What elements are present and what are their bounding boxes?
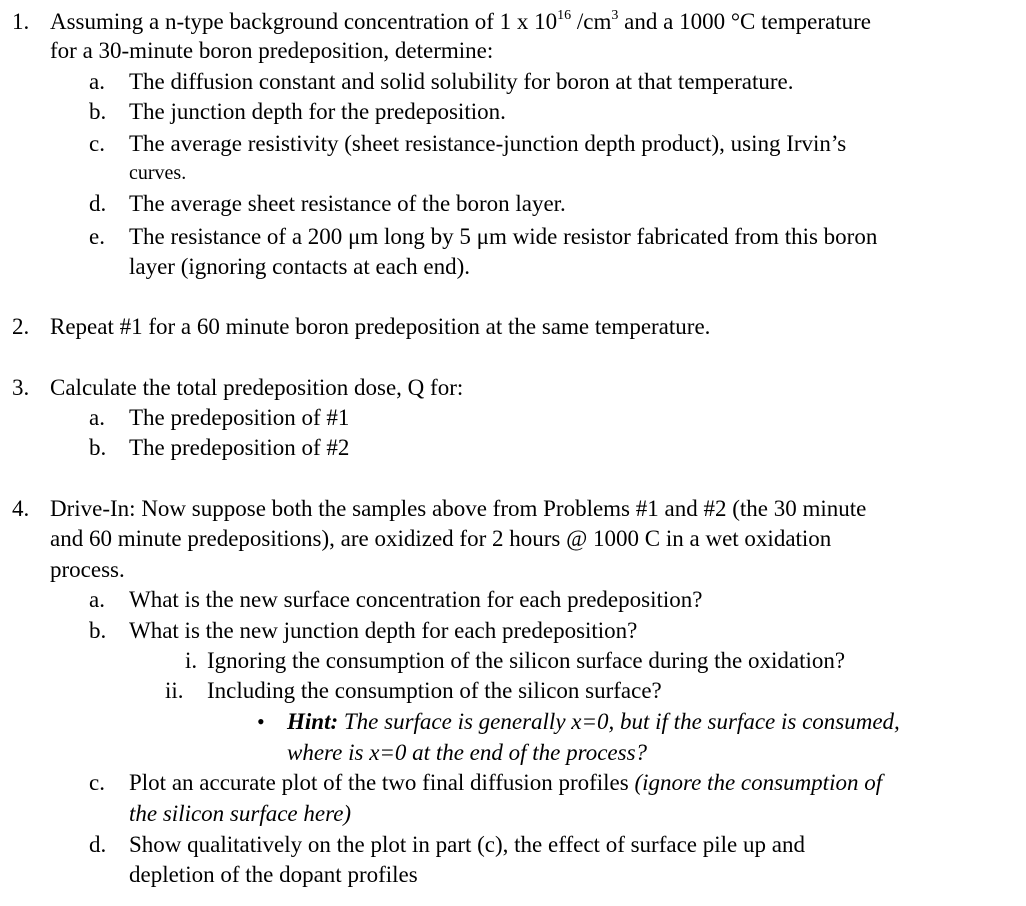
subpart-text: Including the consumption of the silicon surface?: [207, 678, 662, 703]
part-label: c.: [89, 770, 105, 795]
part-text: the silicon surface here): [129, 801, 352, 826]
part-text: The predeposition of #1: [129, 405, 350, 430]
part-text: What is the new surface concentration for each predeposition?: [129, 587, 703, 612]
part-text: curves.: [129, 162, 187, 184]
problem-text-line: process.: [50, 557, 125, 582]
part-label: a.: [89, 587, 105, 612]
problem-text-line: Drive-In: Now suppose both the samples above from Problems #1 and #2 (the 30 minute: [50, 496, 867, 521]
part-text: Plot an accurate plot of the two final diffusion profiles (ignore the consumption of: [129, 770, 883, 795]
part-text: Show qualitatively on the plot in part (c), the effect of surface pile up and: [129, 832, 805, 857]
problem-number: 4.: [12, 496, 30, 521]
bullet-icon: •: [257, 709, 265, 734]
part-label: b.: [89, 435, 107, 460]
part-text: The average sheet resistance of the boron layer.: [129, 191, 566, 216]
part-label: b.: [89, 99, 107, 124]
part-label: e.: [89, 224, 105, 249]
part-label: b.: [89, 618, 107, 643]
part-label: d.: [89, 191, 107, 216]
part-text: The diffusion constant and solid solubility for boron at that temperature.: [129, 69, 794, 94]
problem-number: 1.: [12, 9, 30, 34]
subpart-text: Ignoring the consumption of the silicon surface during the oxidation?: [207, 648, 846, 673]
part-text: What is the new junction depth for each predeposition?: [129, 618, 638, 643]
part-text: The resistance of a 200 μm long by 5 μm wide resistor fabricated from this boron: [129, 224, 878, 249]
part-label: c.: [89, 131, 105, 156]
problem-number: 2.: [12, 314, 30, 339]
subpart-label: i.: [185, 648, 198, 673]
part-label: a.: [89, 69, 105, 94]
problem-text-line: Repeat #1 for a 60 minute boron predeposition at the same temperature.: [50, 314, 711, 339]
problem-text-line: Assuming a n-type background concentration of 1 x $10^{16}$ $/cm^3$ and a 1000 °C temperature: [50, 8, 871, 34]
problem-number: 3.: [12, 375, 30, 400]
hint-text: where is x=0 at the end of the process?: [287, 740, 648, 765]
part-text: layer (ignoring contacts at each end).: [129, 254, 471, 279]
part-text: The junction depth for the predeposition.: [129, 99, 506, 124]
part-text: The average resistivity (sheet resistance-junction depth product), using Irvin’s: [129, 131, 847, 156]
hint-text: Hint: The surface is generally x=0, but if the surface is consumed,: [287, 709, 900, 734]
part-text: depletion of the dopant profiles: [129, 862, 418, 887]
subpart-label: ii.: [165, 678, 184, 703]
part-label: a.: [89, 405, 105, 430]
problem-text-line: and 60 minute predepositions), are oxidized for 2 hours @ 1000 C in a wet oxidation: [50, 526, 832, 551]
problem-text-line: Calculate the total predeposition dose, Q for:: [50, 375, 464, 400]
part-text: The predeposition of #2: [129, 435, 350, 460]
problem-text-line: for a 30-minute boron predeposition, determine:: [50, 38, 494, 63]
part-label: d.: [89, 832, 107, 857]
